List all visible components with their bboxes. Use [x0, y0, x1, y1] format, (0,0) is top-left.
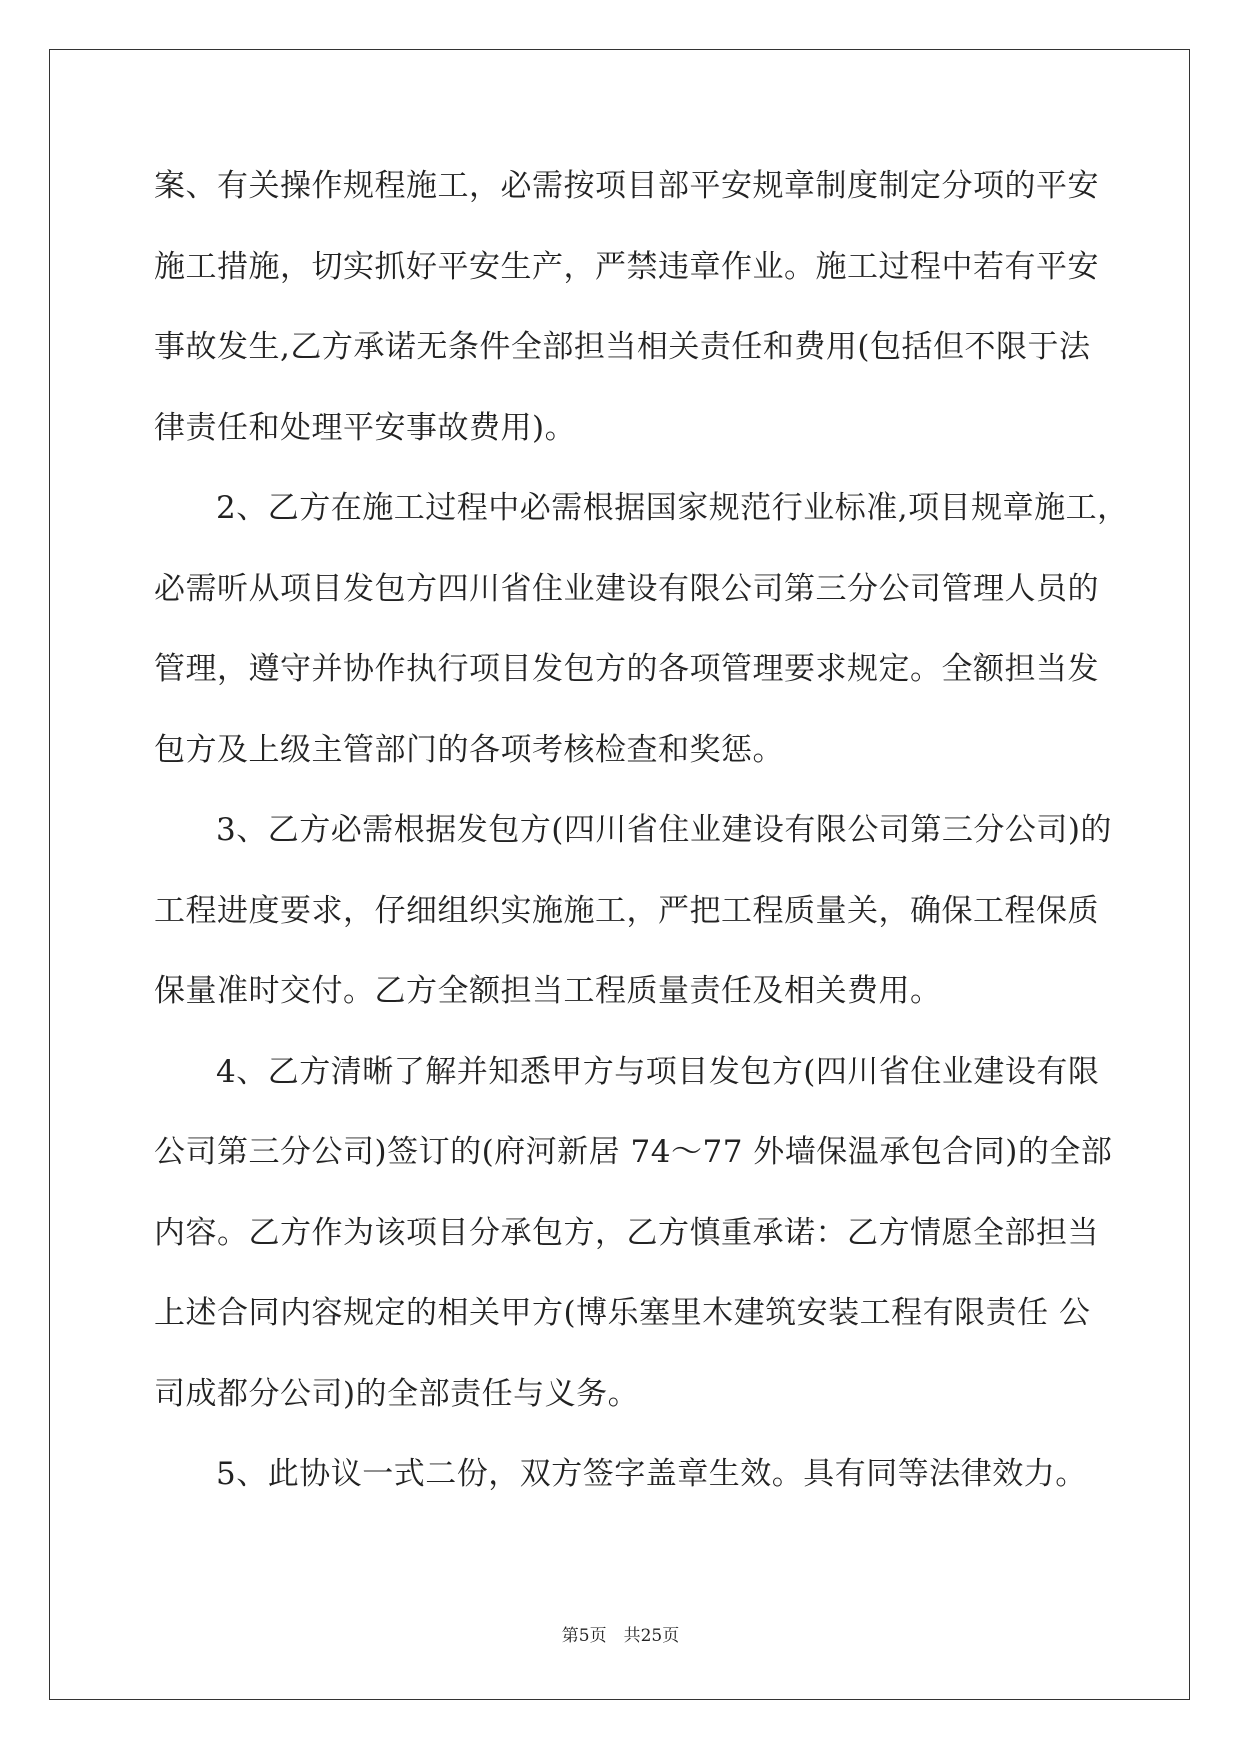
text-line: 管理，遵守并协作执行项目发包方的各项管理要求规定。全额担当发 — [154, 651, 1099, 687]
text-line: 律责任和处理平安事故费用)。 — [154, 409, 577, 446]
text-line: 司成都分公司)的全部责任与义务。 — [154, 1375, 640, 1412]
page-number-footer: 第5页 共25页 — [561, 1626, 680, 1646]
document-body — [154, 146, 1129, 1515]
text-line: 内容。乙方作为该项目分承包方，乙方慎重承诺：乙方情愿全部担当 — [154, 1214, 1099, 1251]
text-line: 案、有关操作规程施工，必需按项目部平安规章制度制定分项的平安 — [154, 168, 1099, 204]
text-line: 包方及上级主管部门的各项考核检查和奖惩。 — [154, 731, 784, 768]
text-line: 工程进度要求，仔细组织实施施工，严把工程质量关，确保工程保质 — [154, 892, 1099, 929]
text-line: 施工措施，切实抓好平安生产，严禁违章作业。施工过程中若有平安 — [154, 248, 1099, 285]
text-line: 公司第三分公司)签订的(府河新居 74～77 外墙保温承包合同)的全部 — [154, 1134, 1113, 1170]
text-line: 2、乙方在施工过程中必需根据国家规范行业标准,项目规章施工， — [216, 490, 1129, 526]
text-line: 5、此协议一式二份，双方签字盖章生效。具有同等法律效力。 — [216, 1456, 1087, 1492]
text-line: 保量准时交付。乙方全额担当工程质量责任及相关费用。 — [154, 973, 942, 1009]
text-line: 4、乙方清晰了解并知悉甲方与项目发包方(四川省住业建设有限 — [216, 1053, 1100, 1090]
text-line: 3、乙方必需根据发包方(四川省住业建设有限公司第三分公司)的 — [216, 812, 1112, 848]
text-line: 必需听从项目发包方四川省住业建设有限公司第三分公司管理人员的 — [154, 570, 1099, 607]
text-line: 事故发生,乙方承诺无条件全部担当相关责任和费用(包括但不限于法 — [154, 329, 1091, 365]
text-line: 上述合同内容规定的相关甲方(博乐塞里木建筑安装工程有限责任 公 — [154, 1295, 1091, 1331]
